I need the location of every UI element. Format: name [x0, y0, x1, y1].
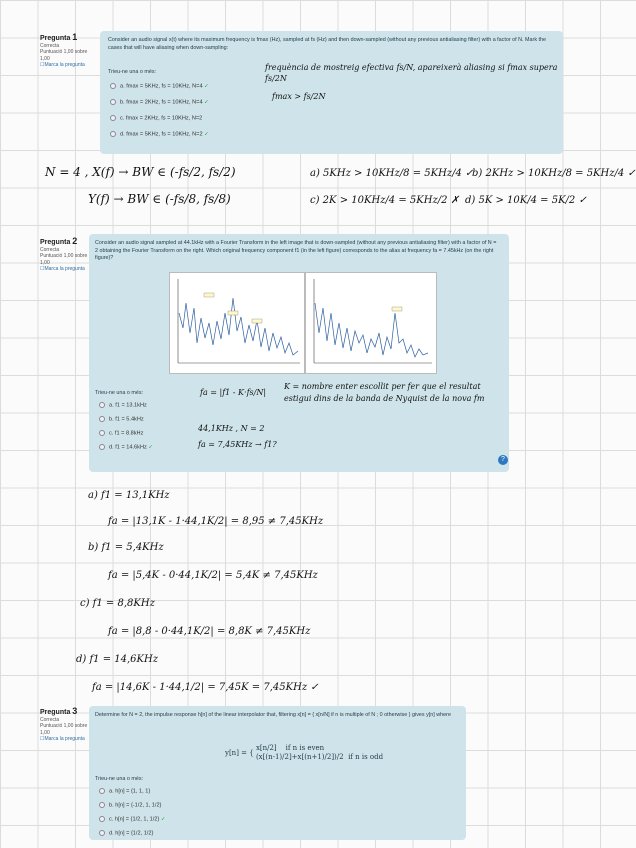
q3-option-a[interactable]: a. h[n] = {1, 1, 1}: [99, 788, 150, 796]
q1-option-b[interactable]: b. fmax = 2KHz, fs = 10KHz, N=4 ✓: [110, 99, 209, 107]
y-equation: y[n] = { x[n/2] if n is even (x[(n-1)/2]+x[(n+1)/2])/2 if n is odd: [225, 744, 384, 761]
spectrum-right-image: [305, 272, 437, 374]
q1-flag-link[interactable]: ☐ Marca la pregunta: [40, 62, 88, 69]
q3-option-b[interactable]: b. h[n] = {-1/2, 1, 1/2}: [99, 802, 161, 810]
y-case-even: if n is even: [285, 744, 325, 752]
q2-option-a[interactable]: a. f1 = 13.1kHz: [99, 402, 147, 410]
note-aliasing-condition: frequència de mostreig efectiva fs/N, apareixerà aliasing si fmax supera fs/2N: [265, 63, 558, 83]
radio-icon[interactable]: [110, 83, 116, 89]
q2-score: Puntuació 1,00 sobre 1,00: [40, 253, 88, 266]
note-case-a: a) 5KHz > 10KHz/8 = 5KHz/4 ✓: [310, 168, 474, 179]
q3-option-d[interactable]: d. h[n] = {1/2, 1/2}: [99, 830, 153, 838]
q2-option-c[interactable]: c. f1 = 8.8kHz: [99, 430, 143, 438]
check-icon: ✓: [204, 83, 209, 90]
q3-info: [40, 708, 88, 743]
radio-icon[interactable]: [110, 131, 116, 137]
radio-icon[interactable]: [99, 430, 105, 436]
q1-option-d[interactable]: d. fmax = 5KHz, fs = 10KHz, N=2 ✓: [110, 131, 209, 139]
q1-box: [100, 31, 563, 154]
q1-option-a[interactable]: a. fmax = 5KHz, fs = 10KHz, N=4 ✓: [110, 83, 209, 91]
q2-box: [89, 234, 509, 472]
q1-title: Pregunta: [40, 35, 71, 42]
note-fmax-inequality: fmax > fs/2N: [272, 92, 326, 101]
note-c-f1: c) f1 = 8,8KHz: [80, 598, 155, 609]
radio-icon[interactable]: [110, 99, 116, 105]
radio-icon[interactable]: [99, 802, 105, 808]
q1-info: [40, 34, 88, 69]
note-a-calc: fa = |13,1K - 1·44,1K/2| = 8,95 ≠ 7,45KHz: [108, 516, 324, 527]
radio-icon[interactable]: [99, 402, 105, 408]
q3-score: Puntuació 1,00 sobre 1,00: [40, 723, 88, 736]
help-icon[interactable]: ?: [498, 455, 508, 465]
q2-title: Pregunta: [40, 239, 71, 246]
note-case-b: b) 2KHz > 10KHz/8 = 5KHz/4 ✓: [472, 168, 636, 179]
note-y-bandwidth: Y(f) → BW ∈ (-fs/8, fs/8): [88, 192, 231, 206]
q3-text: Determine for N = 2, the impulse response h[n] of the linear interpolator that, filtering x[n] = { x[n/N] if n is multiple of N ; 0 otherwise } gives y[n] where: [95, 712, 451, 718]
note-sampling-params: 44,1KHz , N = 2: [198, 424, 265, 433]
radio-icon[interactable]: [110, 115, 116, 121]
note-case-d: d) 5K > 10K/4 = 5K/2 ✓: [465, 195, 587, 206]
radio-icon[interactable]: [99, 830, 105, 836]
q2-option-b[interactable]: b. f1 = 5.4kHz: [99, 416, 144, 424]
check-icon: ✓: [204, 131, 209, 138]
q2-flag-link[interactable]: ☐ Marca la pregunta: [40, 266, 88, 273]
q2-number: 2: [72, 236, 78, 246]
radio-icon[interactable]: [99, 816, 105, 822]
q3-title: Pregunta: [40, 709, 71, 716]
check-icon: ✓: [160, 816, 166, 823]
note-d-f1: d) f1 = 14,6KHz: [76, 654, 159, 665]
q3-status: Correcta: [40, 716, 60, 723]
q2-prompt: Trieu-ne una o més:: [95, 390, 144, 396]
note-target-alias: fa = 7,45KHz → f1?: [198, 440, 277, 449]
q2-option-d[interactable]: d. f1 = 14.6kHz ✓: [99, 444, 153, 452]
check-icon: ✓: [204, 99, 209, 106]
q3-number: 3: [72, 706, 78, 716]
radio-icon[interactable]: [99, 444, 105, 450]
q1-text: Consider an audio signal x(t) where its maximum frequency is fmax (Hz), sampled at fs (Hz) and then down-sampled (without any previous antialiasing filter) with a factor of N. Mark the cases that will have aliasing when down-sampling:: [108, 37, 547, 51]
q1-status: Correcta: [40, 42, 60, 49]
note-d-calc: fa = |14,6K - 1·44,1/2| = 7,45K = 7,45KHz ✓: [92, 682, 319, 693]
q3-flag-link[interactable]: ☐ Marca la pregunta: [40, 736, 88, 743]
radio-icon[interactable]: [99, 416, 105, 422]
note-a-f1: a) f1 = 13,1KHz: [88, 490, 170, 501]
q1-prompt: Trieu-ne una o més:: [108, 69, 157, 75]
q2-info: [40, 238, 88, 273]
note-c-calc: fa = |8,8 - 0·44,1K/2| = 8,8K ≠ 7,45KHz: [108, 626, 311, 637]
spectrum-left-image: [169, 272, 305, 374]
note-case-c: c) 2K > 10KHz/4 = 5KHz/2 ✗: [310, 195, 460, 206]
check-icon: ✓: [148, 444, 154, 451]
note-n4-bandwidth: N = 4 , X(f) → BW ∈ (-fs/2, fs/2): [45, 165, 236, 179]
note-b-calc: fa = |5,4K - 0·44,1K/2| = 5,4K ≠ 7,45KHz: [108, 570, 318, 581]
y-case-odd: if n is odd: [348, 753, 384, 761]
q1-number: 1: [72, 32, 78, 42]
radio-icon[interactable]: [99, 788, 105, 794]
q2-status: Correcta: [40, 246, 60, 253]
q3-prompt: Trieu-ne una o més:: [95, 776, 144, 782]
note-b-f1: b) f1 = 5,4KHz: [88, 542, 164, 553]
q2-text: Consider an audio signal sampled at 44.1kHz with a Fourier Transform in the left image that is down-sampled (without any previous antialiasing filter) with a factor of N = 2 obtaining the Fourier Transform on the right. Which original frequency component f1 (in the left figure) corresponds to the alias at frequency fa = 7.45kHz (on the right figure)?: [95, 240, 497, 261]
q1-score: Puntuació 1,00 sobre 1,00: [40, 49, 88, 62]
q3-box: [89, 706, 466, 840]
q3-option-c[interactable]: c. h[n] = {1/2, 1, 1/2} ✓: [99, 816, 166, 824]
note-k-definition: K = nombre enter escollit per fer que el resultat estigui dins de la banda de Nyquist de la nova fm: [284, 382, 485, 403]
note-alias-formula: fa = |f1 - K·fs/N|: [200, 388, 267, 397]
q1-option-c[interactable]: c. fmax = 2KHz, fs = 10KHz, N=2: [110, 115, 202, 123]
